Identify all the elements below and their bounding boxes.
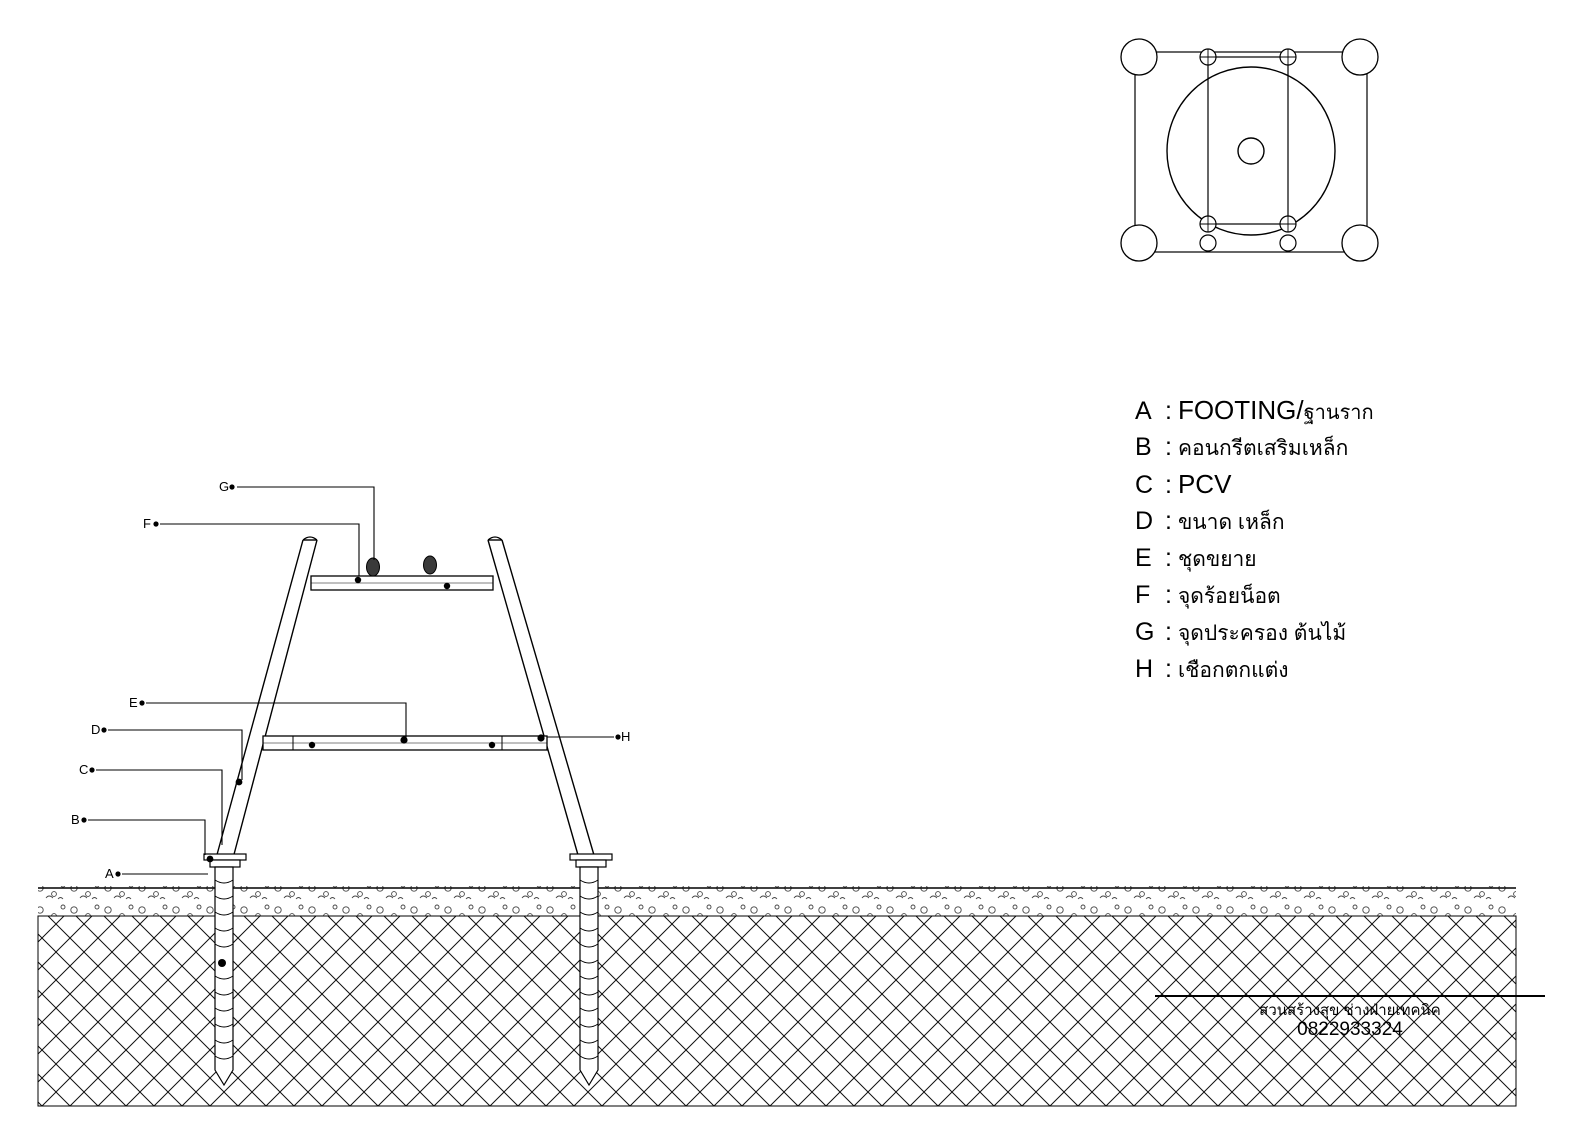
- legend-key-e: E: [1135, 544, 1152, 572]
- callout-label-c: C: [79, 762, 89, 777]
- plan-view-footing: [1121, 39, 1378, 261]
- legend-key-b: B: [1135, 433, 1152, 461]
- signature-rule: [1155, 995, 1545, 997]
- legend-sep-g: :: [1165, 618, 1172, 646]
- legend-item-a: [1135, 395, 1555, 430]
- legend-key-d: D: [1135, 507, 1154, 535]
- legend-value-g: จุดประครอง ต้นไม้: [1177, 622, 1347, 645]
- legend-value-b: คอนกรีตเสริมเหล็ก: [1177, 437, 1349, 460]
- callout-leaders: [81, 484, 620, 876]
- legend-item-b: [1135, 432, 1555, 467]
- callout-label-e: E: [129, 695, 138, 710]
- legend-item-h: [1135, 654, 1555, 689]
- legend-item-g: [1135, 617, 1555, 652]
- legend-value-f: จุดร้อยน็อต: [1177, 585, 1281, 608]
- legend-value-a: FOOTING/: [1177, 395, 1304, 425]
- legend-value-e: ชุดขยาย: [1177, 548, 1257, 571]
- legend-key-f: F: [1135, 581, 1151, 609]
- legend-sep-h: :: [1165, 655, 1172, 683]
- callout-label-a: A: [105, 866, 114, 881]
- signature-block: [1150, 995, 1550, 1041]
- legend-key-c: C: [1135, 471, 1154, 499]
- legend-sep-f: :: [1165, 581, 1172, 609]
- legend-sep-e: :: [1165, 544, 1172, 572]
- legend-list: [1135, 395, 1555, 691]
- callout-label-h: H: [621, 729, 631, 744]
- legend-sep-d: :: [1165, 507, 1172, 535]
- callout-label-f: F: [143, 516, 151, 531]
- legend-sep-b: :: [1165, 433, 1172, 461]
- legend-value-a-thai: ฐานราก: [1303, 402, 1374, 424]
- legend-item-d: [1135, 506, 1555, 541]
- legend-value-h: เชือกตกแต่ง: [1177, 659, 1289, 682]
- legend-item-e: [1135, 543, 1555, 578]
- legend-item-f: [1135, 580, 1555, 615]
- callout-label-b: B: [71, 812, 80, 827]
- legend-value-c: PCV: [1177, 469, 1232, 499]
- legend-sep-c: :: [1165, 471, 1172, 499]
- legend-item-c: [1135, 469, 1555, 504]
- legend-key-a: A: [1135, 397, 1152, 425]
- legend-sep-a: :: [1165, 397, 1172, 425]
- legend-key-g: G: [1135, 618, 1155, 646]
- signature-name: สวนสร้างสุข ช่างฝ่ายเทคนิค: [1259, 1002, 1441, 1019]
- legend-key-h: H: [1135, 655, 1154, 683]
- callout-label-g: G: [219, 479, 230, 494]
- callout-label-d: D: [91, 722, 101, 737]
- signature-phone: 0822933324: [1297, 1018, 1403, 1040]
- legend-value-d: ขนาด เหล็ก: [1177, 511, 1285, 534]
